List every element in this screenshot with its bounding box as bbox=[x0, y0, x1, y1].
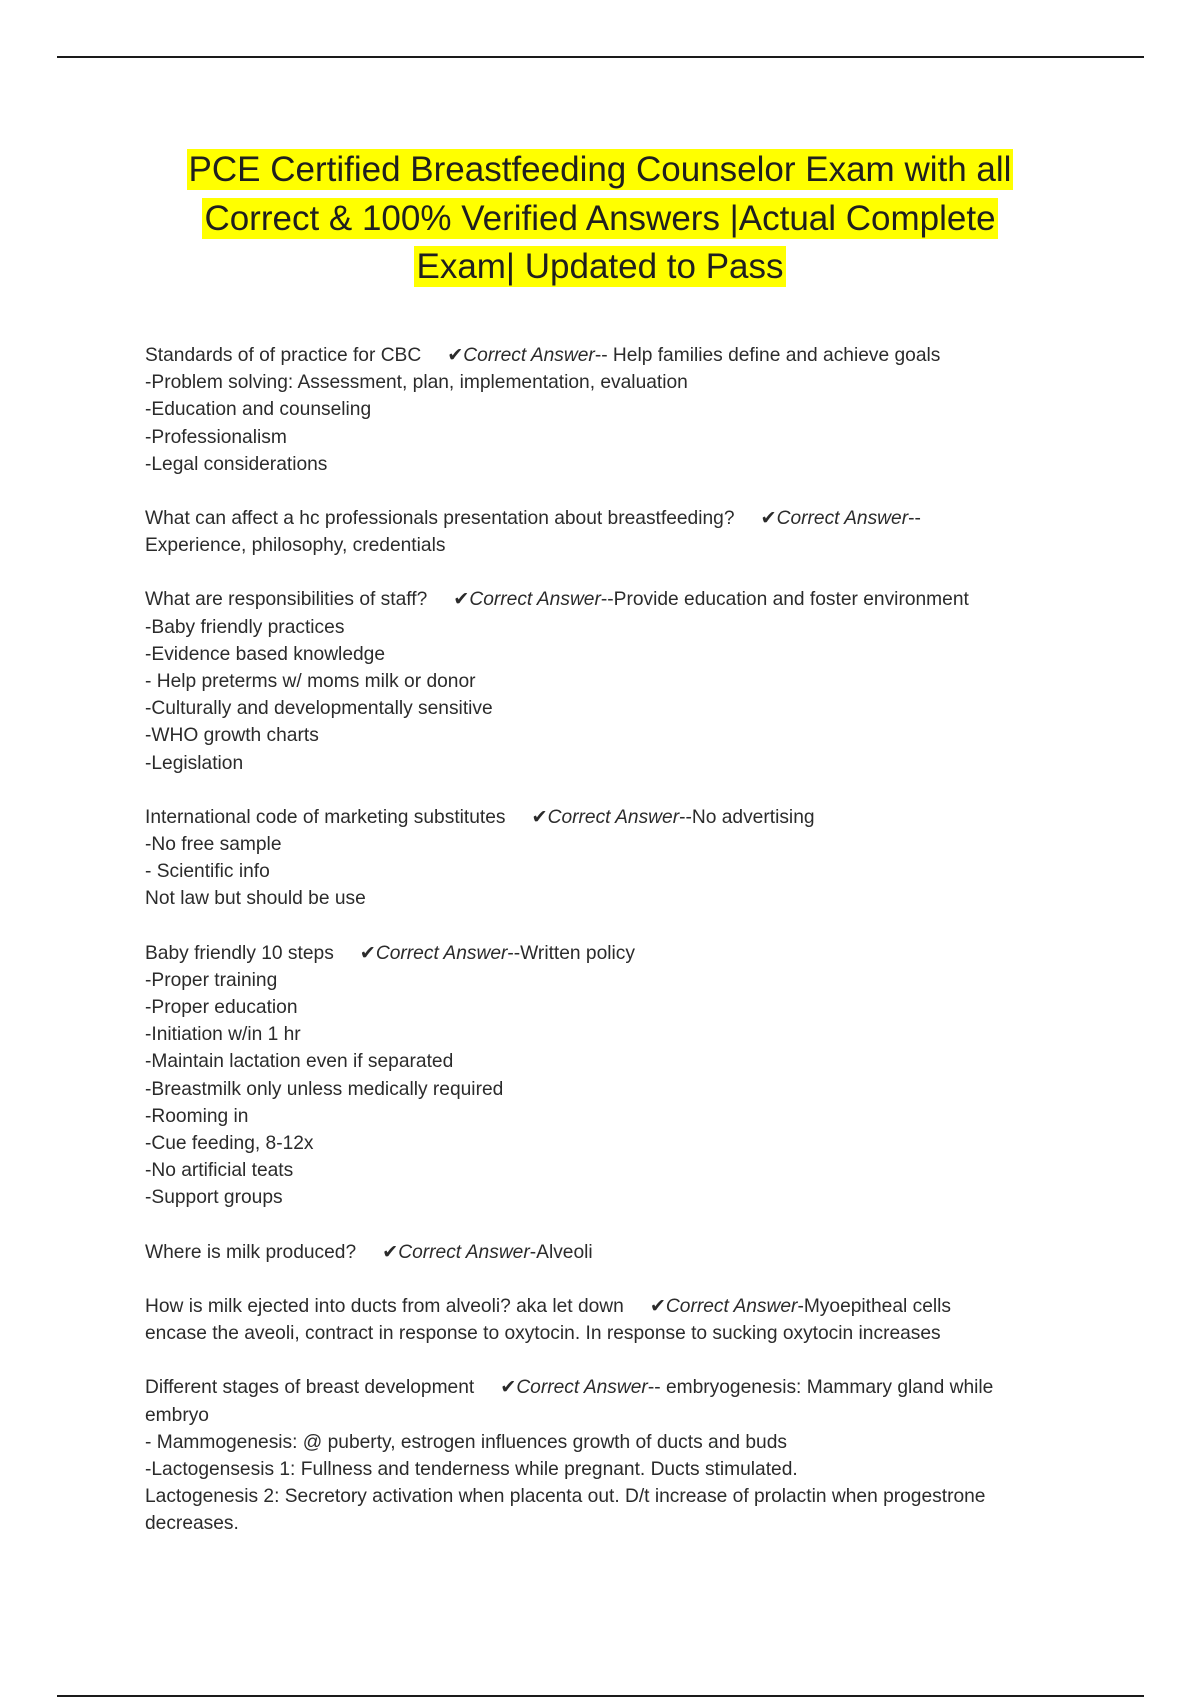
answer-line: -Breastmilk only unless medically required bbox=[145, 1078, 504, 1100]
answer-line: - Scientific info bbox=[145, 861, 270, 883]
question-text: Standards of of practice for CBC bbox=[145, 345, 422, 366]
answer-line: -Cue feeding, 8-12x bbox=[145, 1133, 314, 1155]
check-mark-icon: ✔ bbox=[359, 942, 376, 964]
answer-text: -- bbox=[908, 508, 921, 530]
answer-line: -Proper education bbox=[145, 997, 298, 1019]
check-mark-icon: ✔ bbox=[447, 345, 464, 366]
answer-text: --Provide education and foster environment bbox=[600, 589, 969, 611]
question-text: International code of marketing substitutes bbox=[145, 806, 506, 828]
question-text: What are responsibilities of staff? bbox=[145, 589, 428, 611]
question-text: How is milk ejected into ducts from alveoli? aka let down bbox=[145, 1295, 624, 1317]
correct-answer-label: Correct Answer bbox=[463, 345, 595, 366]
qa-item bbox=[145, 804, 1060, 913]
answer-line: -Maintain lactation even if separated bbox=[145, 1051, 454, 1073]
answer-line: -No free sample bbox=[145, 834, 282, 856]
title-line-3: Exam| Updated to Pass bbox=[416, 247, 784, 286]
qa-item bbox=[145, 505, 1060, 559]
answer-line: -Proper training bbox=[145, 969, 278, 991]
answer-line: -Professionalism bbox=[145, 426, 287, 448]
correct-answer-label: Correct Answer bbox=[398, 1241, 530, 1263]
footer-rule bbox=[57, 1695, 1144, 1697]
qa-item bbox=[145, 1239, 1060, 1266]
answer-line: Experience, philosophy, credentials bbox=[145, 535, 446, 557]
correct-answer-label: Correct Answer bbox=[516, 1377, 648, 1399]
question-line bbox=[145, 940, 1060, 967]
qa-item bbox=[145, 1293, 1060, 1347]
question-text: Different stages of breast development bbox=[145, 1377, 475, 1399]
check-mark-icon: ✔ bbox=[760, 508, 777, 530]
answer-line: decreases. bbox=[145, 1513, 239, 1535]
question-line bbox=[145, 1374, 1060, 1401]
qa-item bbox=[145, 1374, 1060, 1537]
question-line bbox=[145, 505, 1060, 532]
correct-answer-label: Correct Answer bbox=[665, 1295, 798, 1317]
answer-text: -- Help families define and achieve goals bbox=[594, 345, 941, 366]
question-text: Baby friendly 10 steps bbox=[145, 942, 334, 964]
answer-line: -Rooming in bbox=[145, 1105, 249, 1127]
answer-line: -Culturally and developmentally sensitive bbox=[145, 698, 493, 720]
question-line bbox=[145, 804, 1060, 831]
answer-line: -Initiation w/in 1 hr bbox=[145, 1024, 301, 1046]
answer-line: encase the aveoli, contract in response to oxytocin. In response to sucking oxytocin increases bbox=[145, 1323, 941, 1345]
answer-line: -Legal considerations bbox=[145, 453, 328, 475]
answer-line: -Support groups bbox=[145, 1187, 283, 1209]
title-line-2: Correct & 100% Verified Answers |Actual Complete bbox=[204, 198, 996, 238]
correct-answer-label: Correct Answer bbox=[776, 508, 909, 530]
title-line-1: PCE Certified Breastfeeding Counselor Exam with all bbox=[188, 150, 1012, 189]
answer-text: --No advertising bbox=[679, 806, 815, 828]
check-mark-icon: ✔ bbox=[382, 1241, 399, 1263]
answer-text: --Written policy bbox=[507, 942, 635, 964]
qa-item bbox=[145, 586, 1060, 776]
answer-line: -Problem solving: Assessment, plan, implementation, evaluation bbox=[145, 372, 688, 394]
correct-answer-label: Correct Answer bbox=[375, 942, 508, 964]
answer-text: -Alveoli bbox=[529, 1241, 593, 1263]
answer-line: embryo bbox=[145, 1404, 209, 1426]
correct-answer-label: Correct Answer bbox=[469, 589, 601, 611]
correct-answer-label: Correct Answer bbox=[547, 806, 680, 828]
qa-item bbox=[145, 940, 1060, 1212]
question-line bbox=[145, 342, 1060, 369]
question-line bbox=[145, 586, 1060, 613]
document-title bbox=[100, 146, 1100, 292]
answer-line: -Education and counseling bbox=[145, 399, 372, 421]
check-mark-icon: ✔ bbox=[531, 806, 548, 828]
answer-text: -Myoepitheal cells bbox=[797, 1295, 952, 1317]
answer-line: -Baby friendly practices bbox=[145, 616, 345, 638]
answer-line: -Lactogensesis 1: Fullness and tenderness while pregnant. Ducts stimulated. bbox=[145, 1458, 798, 1480]
answer-line: -No artificial teats bbox=[145, 1160, 294, 1182]
answer-line: -Evidence based knowledge bbox=[145, 643, 386, 665]
qa-item bbox=[145, 342, 1060, 478]
answer-line: - Mammogenesis: @ puberty, estrogen influences growth of ducts and buds bbox=[145, 1431, 787, 1453]
question-line bbox=[145, 1293, 1060, 1320]
check-mark-icon: ✔ bbox=[453, 589, 470, 611]
question-text: Where is milk produced? bbox=[145, 1241, 357, 1263]
answer-line: Not law but should be use bbox=[145, 888, 366, 910]
answer-line: - Help preterms w/ moms milk or donor bbox=[145, 671, 476, 693]
answer-line: -Legislation bbox=[145, 752, 244, 774]
answer-line: Lactogenesis 2: Secretory activation when placenta out. D/t increase of prolactin when progestrone bbox=[145, 1486, 986, 1508]
check-mark-icon: ✔ bbox=[649, 1295, 666, 1317]
answer-line: -WHO growth charts bbox=[145, 725, 319, 747]
answer-text: -- embryogenesis: Mammary gland while bbox=[647, 1377, 994, 1399]
question-text: What can affect a hc professionals presentation about breastfeeding? bbox=[145, 508, 735, 530]
question-line bbox=[145, 1239, 1060, 1266]
header-rule bbox=[57, 56, 1144, 58]
qa-list bbox=[145, 342, 1060, 1565]
check-mark-icon: ✔ bbox=[500, 1377, 517, 1399]
